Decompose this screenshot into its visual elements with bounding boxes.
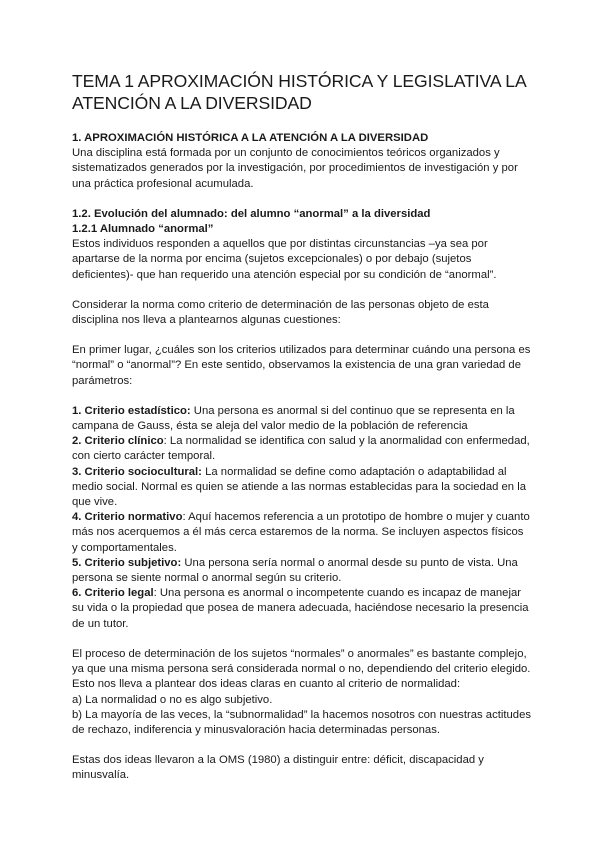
spacer (72, 192, 532, 207)
criterion-text: : Una persona es anormal o incompetente cuando es incapaz de manejar su vida o la propiedad que posea de manera adecuada, haciéndose necesario la presencia de un tutor. (72, 587, 529, 630)
criterion-label: 6. Criterio legal (72, 587, 154, 600)
section-1-text: Una disciplina está formada por un conjunto de conocimientos teóricos organizados y sistematizados generados por la investigación, por procedimientos de investigación y por una práctica profesional acumulada. (72, 147, 518, 190)
list-item-b: b) La mayoría de las veces, la “subnormalidad” la hacemos nosotros con nuestras actitudes de rechazo, indiferencia y minusvaloración hacia determinadas personas. (72, 708, 532, 736)
section-1-heading: 1. APROXIMACIÓN HISTÓRICA A LA ATENCIÓN A LA DIVERSIDAD (72, 132, 429, 144)
section-1-2-1-heading: 1.2.1 Alumnado “anormal” (72, 223, 214, 236)
criterion-text: : La normalidad se identifica con salud y la anormalidad con enfermedad, con cierto carácter temporal. (72, 435, 530, 463)
criterion-item (72, 510, 532, 556)
criterion-text: : Aquí hacemos referencia a un prototipo de hombre o mujer y cuanto más nos acerquemos a él más cerca estaremos de la norma. Se incluyen aspectos físicos y comportamentales. (72, 511, 530, 554)
criterion-item (72, 586, 532, 632)
paragraph-proceso: El proceso de determinación de los sujetos “normales” o anormales” es bastante complejo, ya que una misma persona será considerada normal o no, dependiendo del criterio elegido. Esto nos lleva a plantear dos ideas claras en cuanto al criterio de normalidad: (72, 647, 531, 691)
criterion-label: 1. Criterio estadístico: (72, 404, 191, 417)
criterion-item (72, 465, 532, 511)
criterion-label: 2. Criterio clínico (72, 435, 164, 448)
paragraph-norma-criterio: Considerar la norma como criterio de determinación de las personas objeto de esta disciplina nos lleva a plantearnos algunas cuestiones: (72, 298, 489, 327)
spacer (72, 738, 532, 753)
criterion-label: 5. Criterio subjetivo: (72, 556, 182, 569)
document-title: TEMA 1 APROXIMACIÓN HISTÓRICA Y LEGISLATIVA LA ATENCIÓN A LA DIVERSIDAD (72, 71, 526, 113)
document-page (72, 70, 532, 784)
criterion-item (72, 434, 532, 464)
criterion-text: Una persona es anormal si del continuo que se representa en la campana de Gauss, ésta se aleja del valor medio de la población de referencia (72, 404, 515, 433)
criterion-item (72, 404, 532, 434)
spacer (72, 389, 532, 404)
criterion-label: 4. Criterio normativo (72, 511, 183, 524)
criterion-item (72, 556, 532, 586)
spacer (72, 328, 532, 343)
criterion-text: Una persona sería normal o anormal desde su punto de vista. Una persona se siente normal o anormal según su criterio. (72, 556, 518, 585)
spacer (72, 632, 532, 647)
list-item-a: a) La normalidad o no es algo subjetivo. (72, 693, 273, 706)
paragraph-primer-lugar: En primer lugar, ¿cuáles son los criterios utilizados para determinar cuándo una persona es “normal” o “anormal”? En este sentido, observamos la existencia de una gran variedad de parámetros: (72, 344, 531, 387)
criteria-list (72, 404, 532, 632)
section-1-2-heading: 1.2. Evolución del alumnado: del alumno “anormal” a la diversidad (72, 207, 431, 220)
paragraph-oms: Estas dos ideas llevaron a la OMS (1980) a distinguir entre: déficit, discapacidad y minusvalía. (72, 754, 484, 782)
paragraph-anormal-definition: Estos individuos responden a aquellos que por distintas circunstancias –ya sea por apartarse de la norma por encima (sujetos excepcionales) o por debajo (sujetos deficientes)- que han requerido una atención especial por su condición de “anormal”. (72, 238, 497, 281)
criterion-label: 3. Criterio sociocultural: (72, 465, 202, 478)
criterion-text: La normalidad se define como adaptación o adaptabilidad al medio social. Normal es quien se atiende a las normas establecidas para la sociedad en la que vive. (72, 465, 527, 509)
spacer (72, 283, 532, 298)
